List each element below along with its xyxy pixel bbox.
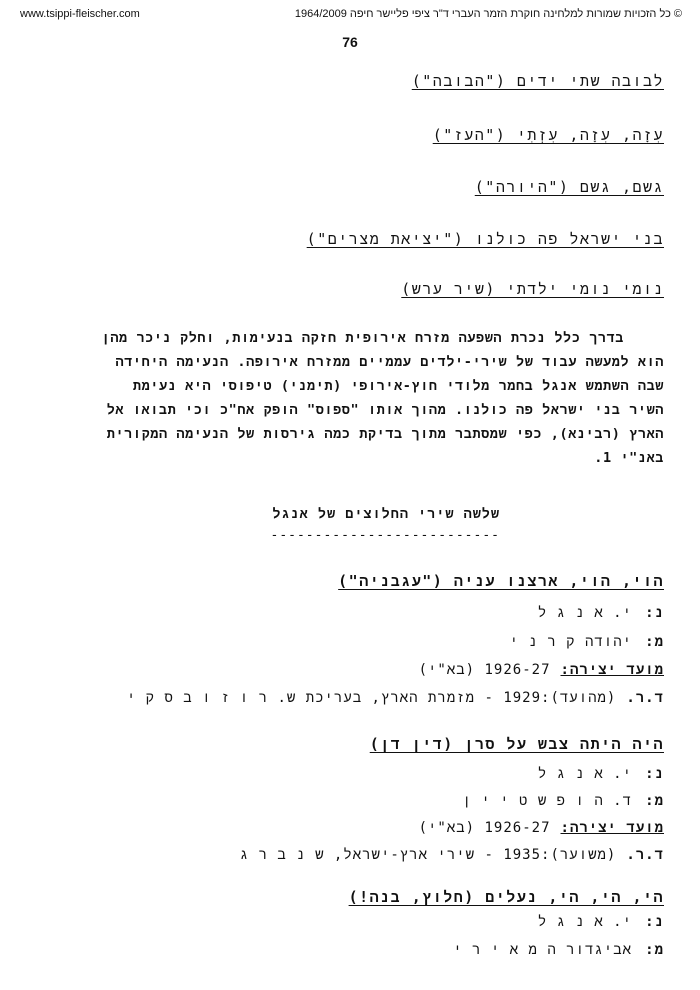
entry-row-first-print: ד.ר.(משוער):1935 - שירי ארץ-ישראל, ש נ ב ר ג xyxy=(239,847,664,863)
entry-row-creation-date: מועד יצירה:1926-27 (בא"י) xyxy=(418,820,664,836)
page-number: 76 xyxy=(342,34,358,50)
song-title-2: עִזָה, עִזָה, עִזְתִי ("העז") xyxy=(432,126,664,144)
paragraph-line: בדרך כלל נכרת השפעה מזרח אירופית חזקה בנעימות, וחלק ניכר מהן xyxy=(101,330,624,346)
entry-row-first-print: ד.ר.(מהועד):1929 - מזמרת הארץ, בעריכת ש. ר ו ז ו ב ס ק י xyxy=(126,690,664,706)
paragraph-line: הארץ (רבינא), כפי שמסתבר מתוך בדיקת כמה גירסות של הנעימה המקורית xyxy=(106,426,664,442)
paragraph-line: באנ"י 1. xyxy=(594,450,664,466)
entry-row-composer: נ:י. א נ ג ל xyxy=(537,605,664,621)
song-title-3: גשם, גשם ("היורה") xyxy=(474,178,664,196)
song-title-4: בני ישראל פה כולנו ("יציאת מצרים") xyxy=(306,230,664,248)
entry-row-lyricist: מ:ד. ה ו פ ש ט י י ן xyxy=(462,793,664,809)
entry-row-lyricist: מ:אביגדור ה מ א י ר י xyxy=(453,942,664,958)
website-url[interactable]: www.tsippi-fleischer.com xyxy=(20,8,140,20)
paragraph-line: השיר בני ישראל פה כולנו. מהוך אותו "ספוס" הופק אח"כ וכי תבואו אל xyxy=(106,402,664,418)
copyright-notice: © כל הזכויות שמורות למלחינה חוקרת הזמר העברי ד"ר ציפי פליישר חיפה 1964/2009 xyxy=(294,8,682,20)
entry-row-composer: נ:י. א נ ג ל xyxy=(537,766,664,782)
entry-title-1: הוי, הוי, ארצנו עניה ("עגבניה") xyxy=(338,572,664,590)
song-title-1: לבובה שתי ידים ("הבובה") xyxy=(411,72,664,90)
section-underline: -------------------------- xyxy=(270,528,500,543)
song-title-5: נומי נומי ילדתי (שיר ערש) xyxy=(401,280,664,298)
entry-row-lyricist: מ:יהודה ק ר נ י xyxy=(509,634,664,650)
entry-title-3: הי, הי, הי, נעלים (חלוץ, בנה!) xyxy=(348,888,664,906)
body-paragraph xyxy=(24,326,664,470)
paragraph-line: הוא למעשה עבוד של שירי-ילדים עממיים ממזרח אירופה. הנעימה היחידה xyxy=(115,354,664,370)
entry-row-creation-date: מועד יצירה:1926-27 (בא"י) xyxy=(418,662,664,678)
entry-title-2: היה היתה צבש על סרן (דין דן) xyxy=(369,735,664,753)
entry-row-composer: נ:י. א נ ג ל xyxy=(537,914,664,930)
section-title: שלשה שירי החלוצים של אנגל xyxy=(272,506,500,522)
paragraph-line: שבה השתמש אנגל בחמר מלודי חוץ-אירופי (תימני) טיפוסי היא נעימת xyxy=(132,378,664,394)
